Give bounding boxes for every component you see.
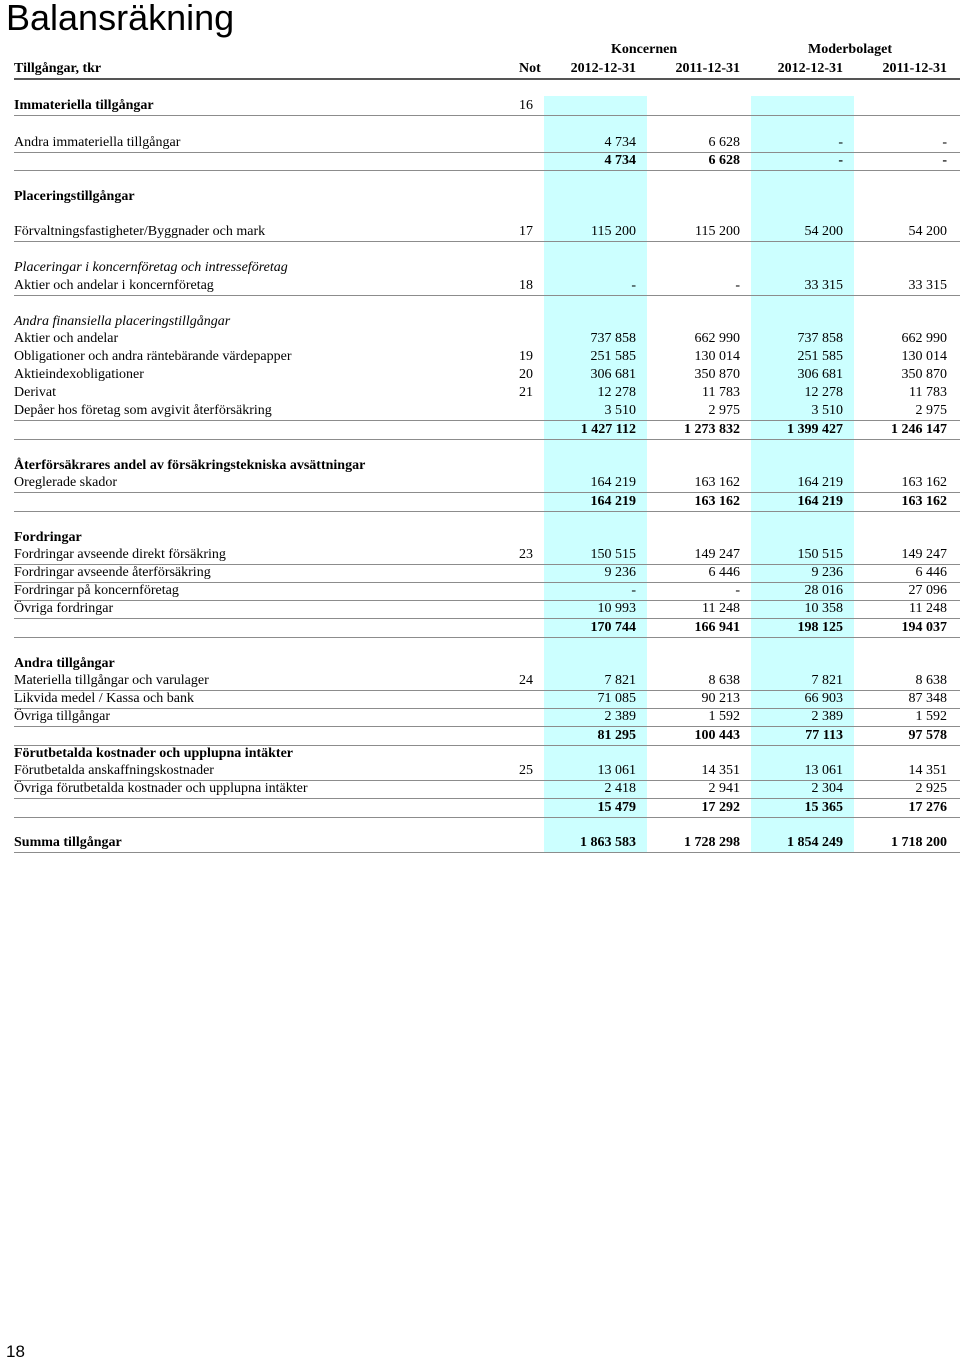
row-value-4: 33 315	[908, 278, 947, 293]
row-value-2: 350 870	[694, 367, 740, 382]
row-value-4: 27 096	[908, 583, 947, 598]
row-value-2: 100 443	[694, 728, 740, 743]
row-value-4: 11 248	[909, 601, 947, 616]
row-value-4: 97 578	[908, 728, 947, 743]
row-value-1: 9 236	[604, 565, 636, 580]
row-note: 19	[519, 349, 533, 364]
table-row	[14, 134, 960, 153]
row-value-3: 77 113	[805, 728, 843, 743]
row-value-3: 164 219	[797, 494, 843, 509]
row-value-3: 1 399 427	[787, 422, 843, 437]
row-value-4: 1 592	[915, 709, 947, 724]
subtotal-row	[14, 619, 960, 638]
row-value-4: 2 975	[915, 403, 947, 418]
row-value-4: 2 925	[915, 781, 947, 796]
row-note: 17	[519, 224, 533, 239]
row-value-4: 1 246 147	[891, 422, 947, 437]
row-value-3: 12 278	[804, 385, 843, 400]
row-value-3: 33 315	[804, 278, 843, 293]
row-value-4: -	[942, 153, 947, 168]
subtotal-row	[14, 727, 960, 746]
row-value-2: 2 975	[708, 403, 740, 418]
row-value-3: 1 854 249	[787, 835, 843, 850]
row-value-4: 17 276	[908, 800, 947, 815]
row-value-1: -	[631, 278, 636, 293]
row-value-4: 350 870	[901, 367, 947, 382]
subtotal-row	[14, 493, 960, 512]
row-value-3: 198 125	[797, 620, 843, 635]
row-label: Placeringstillgångar	[14, 189, 135, 204]
row-note: 16	[519, 98, 533, 113]
row-value-3: -	[838, 153, 843, 168]
row-note: 23	[519, 547, 533, 562]
table-row	[14, 655, 960, 673]
row-label: Förutbetalda anskaffningskostnader	[14, 763, 214, 778]
table-row	[14, 348, 960, 366]
table-row	[14, 313, 960, 331]
row-value-1: 170 744	[590, 620, 636, 635]
row-label: Obligationer och andra räntebärande värdepapper	[14, 349, 292, 364]
row-value-3: 15 365	[804, 800, 843, 815]
row-value-3: 306 681	[797, 367, 843, 382]
row-value-2: 149 247	[694, 547, 740, 562]
row-value-4: 163 162	[901, 475, 947, 490]
table-row	[14, 97, 960, 116]
row-value-2: 1 592	[708, 709, 740, 724]
row-value-2: 130 014	[694, 349, 740, 364]
row-label: Övriga förutbetalda kostnader och upplupna intäkter	[14, 781, 308, 796]
table-row	[14, 672, 960, 691]
table-row	[14, 188, 960, 206]
row-label: Oreglerade skador	[14, 475, 118, 490]
row-value-3: 164 219	[797, 475, 843, 490]
table-row	[14, 780, 960, 799]
row-note: 21	[519, 385, 533, 400]
table-row	[14, 223, 960, 242]
row-value-4: 87 348	[908, 691, 947, 706]
row-value-3: 9 236	[811, 565, 843, 580]
group-header-koncernen: Koncernen	[611, 42, 678, 57]
row-value-3: 10 358	[804, 601, 843, 616]
row-label: Andra immateriella tillgångar	[14, 135, 181, 150]
row-value-3: -	[838, 135, 843, 150]
header-not: Not	[519, 61, 541, 76]
row-value-2: 8 638	[708, 673, 740, 688]
row-value-3: 3 510	[811, 403, 843, 418]
row-value-2: 166 941	[694, 620, 740, 635]
table-row	[14, 546, 960, 565]
row-value-2: -	[735, 583, 740, 598]
row-label: Förutbetalda kostnader och upplupna intäkter	[14, 746, 294, 761]
row-value-4: 149 247	[901, 547, 947, 562]
row-value-4: 163 162	[901, 494, 947, 509]
row-value-2: 163 162	[694, 475, 740, 490]
row-value-4: 1 718 200	[891, 835, 947, 850]
row-label: Fordringar	[14, 530, 82, 545]
row-value-1: 251 585	[590, 349, 636, 364]
row-value-1: 2 418	[604, 781, 636, 796]
row-value-1: 306 681	[590, 367, 636, 382]
row-label: Övriga tillgångar	[14, 709, 111, 724]
header-col-1: 2012-12-31	[570, 61, 636, 76]
row-value-4: 14 351	[908, 763, 947, 778]
row-label: Aktier och andelar	[14, 331, 119, 346]
row-value-1: 71 085	[597, 691, 636, 706]
row-note: 24	[519, 673, 533, 688]
row-label: Immateriella tillgångar	[14, 98, 154, 113]
group-header-moderbolaget: Moderbolaget	[808, 42, 892, 57]
table-row	[14, 277, 960, 296]
row-value-2: 6 446	[708, 565, 740, 580]
row-value-1: 81 295	[597, 728, 636, 743]
table-row	[14, 762, 960, 781]
row-value-2: 6 628	[708, 153, 740, 168]
header-col-3: 2012-12-31	[777, 61, 843, 76]
row-value-2: 115 200	[695, 224, 740, 239]
row-value-3: 2 304	[811, 781, 843, 796]
row-value-3: 66 903	[804, 691, 843, 706]
row-value-2: 90 213	[701, 691, 740, 706]
row-label: Andra finansiella placeringstillgångar	[14, 314, 231, 329]
table-row	[14, 330, 960, 348]
row-value-3: 251 585	[797, 349, 843, 364]
row-label: Andra tillgångar	[14, 656, 115, 671]
row-value-1: 3 510	[604, 403, 636, 418]
row-value-1: 164 219	[590, 494, 636, 509]
row-value-1: 4 734	[604, 153, 636, 168]
subtotal-row	[14, 799, 960, 818]
table-row	[14, 600, 960, 619]
row-label: Fordringar avseende direkt försäkring	[14, 547, 226, 562]
page-number: 18	[6, 1342, 25, 1361]
header-label: Tillgångar, tkr	[14, 61, 102, 76]
row-value-3: 150 515	[797, 547, 843, 562]
row-value-1: 1 863 583	[580, 835, 636, 850]
row-value-1: 164 219	[590, 475, 636, 490]
row-value-1: 150 515	[590, 547, 636, 562]
row-label: Förvaltningsfastigheter/Byggnader och mark	[14, 224, 266, 239]
row-note: 25	[519, 763, 533, 778]
table-row	[14, 690, 960, 709]
row-value-3: 737 858	[797, 331, 843, 346]
row-value-1: -	[631, 583, 636, 598]
row-value-1: 115 200	[591, 224, 636, 239]
row-value-4: 662 990	[901, 331, 947, 346]
row-value-1: 15 479	[597, 800, 636, 815]
table-row	[14, 708, 960, 727]
row-label: Fordringar avseende återförsäkring	[14, 565, 211, 580]
page-title: Balansräkning	[6, 0, 235, 38]
row-value-2: 14 351	[701, 763, 740, 778]
row-value-3: 28 016	[804, 583, 843, 598]
row-label: Depåer hos företag som avgivit återförsäkring	[14, 403, 272, 418]
table-row	[14, 564, 960, 583]
row-value-1: 13 061	[597, 763, 636, 778]
row-value-2: 2 941	[708, 781, 740, 796]
table-row	[14, 402, 960, 421]
table-row	[14, 384, 960, 402]
row-value-3: 7 821	[811, 673, 843, 688]
row-value-1: 1 427 112	[580, 422, 636, 437]
header-col-4: 2011-12-31	[882, 61, 947, 76]
row-value-4: -	[942, 135, 947, 150]
row-label: Övriga fordringar	[14, 601, 114, 616]
row-label: Placeringar i koncernföretag och intresseföretag	[14, 260, 288, 275]
row-value-1: 10 993	[597, 601, 636, 616]
row-value-2: 11 248	[702, 601, 740, 616]
row-label: Aktieindexobligationer	[14, 367, 144, 382]
row-value-1: 12 278	[597, 385, 636, 400]
row-value-4: 54 200	[908, 224, 947, 239]
row-value-2: 6 628	[708, 135, 740, 150]
table-row	[14, 259, 960, 277]
row-value-1: 4 734	[604, 135, 636, 150]
row-value-3: 13 061	[804, 763, 843, 778]
row-value-4: 6 446	[915, 565, 947, 580]
table-row	[14, 582, 960, 601]
table-header	[14, 60, 960, 80]
table-row	[14, 834, 960, 853]
row-value-1: 737 858	[590, 331, 636, 346]
row-label: Återförsäkrares andel av försäkringstekniska avsättningar	[14, 458, 366, 473]
row-note: 20	[519, 367, 533, 382]
table-row	[14, 366, 960, 384]
row-label: Aktier och andelar i koncernföretag	[14, 278, 214, 293]
table-row	[14, 474, 960, 493]
row-value-1: 7 821	[604, 673, 636, 688]
subtotal-row	[14, 152, 960, 171]
subtotal-row	[14, 421, 960, 440]
row-value-2: 163 162	[694, 494, 740, 509]
table-row	[14, 529, 960, 547]
row-value-2: 1 273 832	[684, 422, 740, 437]
row-value-2: 662 990	[694, 331, 740, 346]
row-value-2: -	[735, 278, 740, 293]
row-label: Likvida medel / Kassa och bank	[14, 691, 195, 706]
row-label: Summa tillgångar	[14, 835, 122, 850]
row-label: Derivat	[14, 385, 56, 400]
table-row	[14, 457, 960, 475]
row-value-4: 11 783	[909, 385, 947, 400]
row-value-4: 194 037	[901, 620, 947, 635]
row-note: 18	[519, 278, 533, 293]
table-row	[14, 745, 960, 763]
row-value-2: 1 728 298	[684, 835, 740, 850]
row-value-3: 54 200	[804, 224, 843, 239]
row-value-1: 2 389	[604, 709, 636, 724]
row-value-4: 8 638	[915, 673, 947, 688]
row-label: Fordringar på koncernföretag	[14, 583, 179, 598]
row-value-2: 11 783	[702, 385, 740, 400]
header-col-2: 2011-12-31	[675, 61, 740, 76]
row-value-2: 17 292	[701, 800, 740, 815]
row-value-4: 130 014	[901, 349, 947, 364]
row-value-3: 2 389	[811, 709, 843, 724]
row-label: Materiella tillgångar och varulager	[14, 673, 209, 688]
